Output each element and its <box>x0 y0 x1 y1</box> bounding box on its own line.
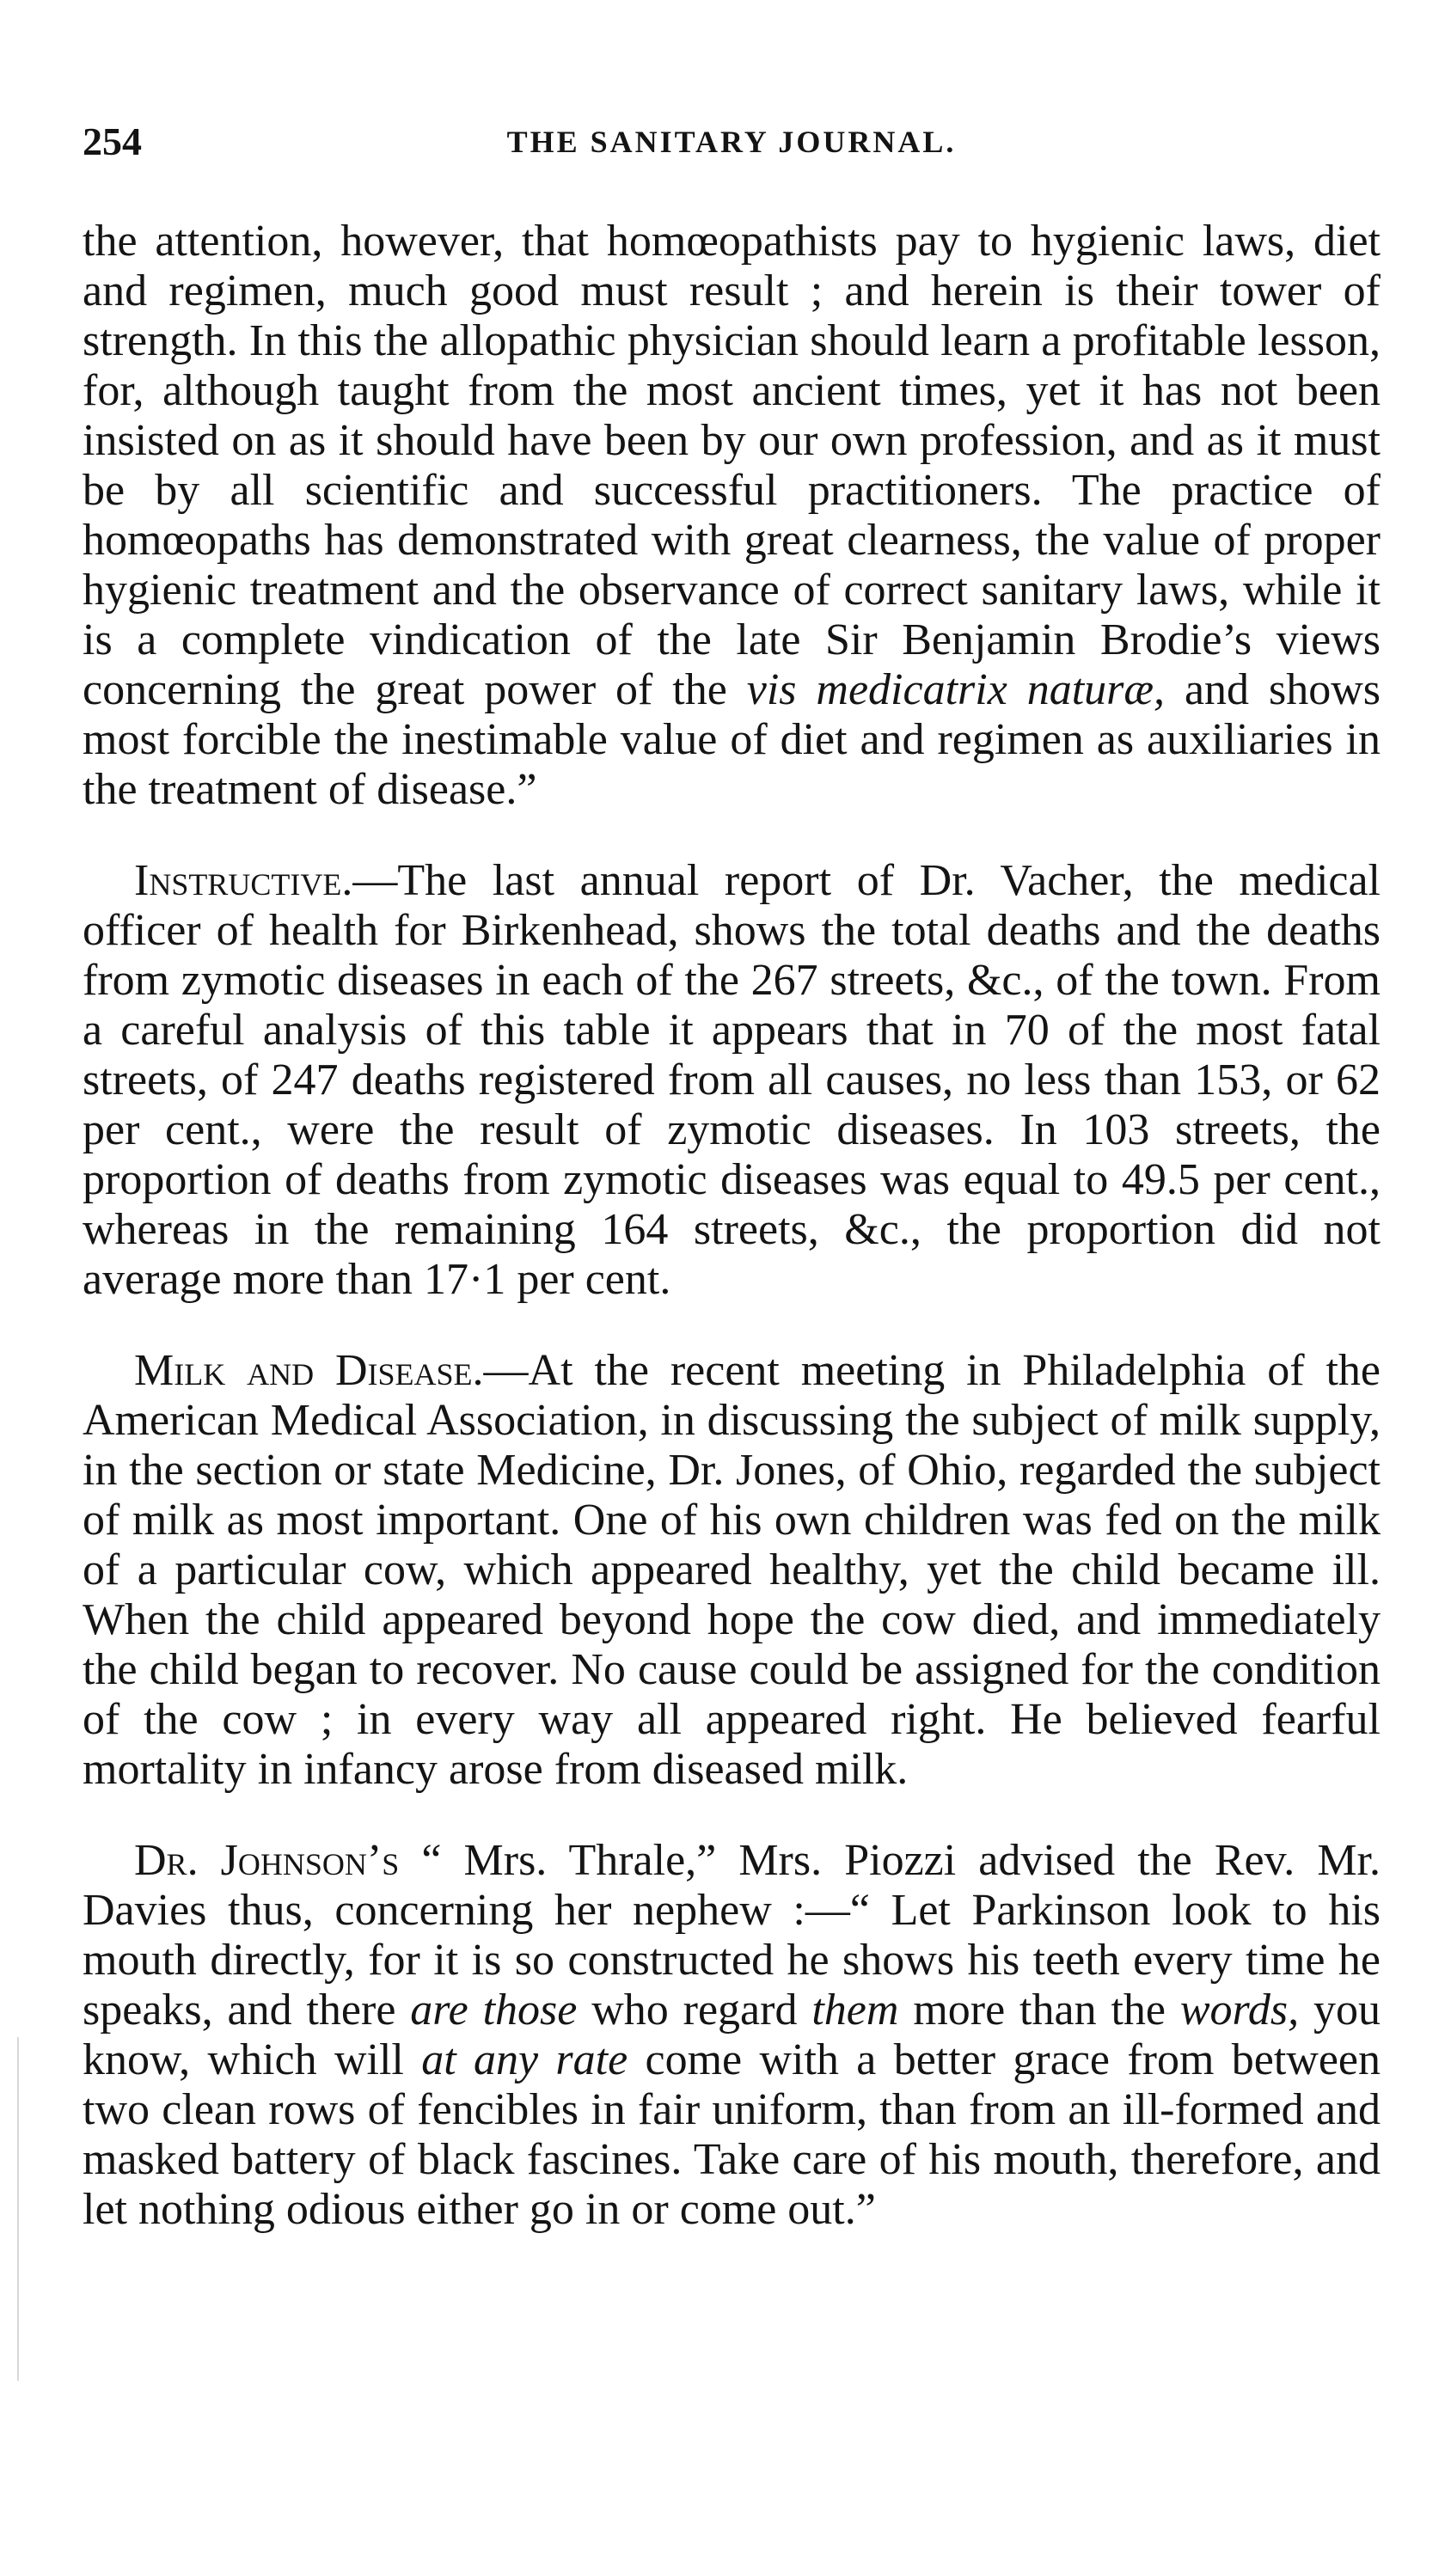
margin-line <box>17 2037 19 2381</box>
section-milk-and-disease <box>83 1346 1381 1795</box>
paragraph-text: the attention, however, that homœopathists pay to hygienic laws, diet and regimen, much good must result ; and herein is their tower of strength. In this the allopathic physician should learn a profitable lesson, for, although taught from the most ancient times, yet it has not been insisted on as it should have been by our own profession, and as it must be by all scientific and successful practitioners. The practice of homœopaths has demonstrated with great clearness, the value of proper hygienic treatment and the observance of correct sanitary laws, while it is a complete vindication of the late Sir Benjamin Brodie’s views concerning the great power of the <box>83 217 1381 714</box>
section-heading: Milk and Disease. <box>134 1346 484 1395</box>
section-heading: Dr. Johnson’s <box>134 1836 400 1885</box>
section-dr-johnson <box>83 1836 1381 2235</box>
section-body: you know, which will <box>83 1986 1381 2084</box>
page-header <box>83 112 1381 172</box>
section-body: more than the <box>898 1986 1180 2034</box>
paragraph-text: and shows most forcible the inestimable value of diet and regimen as auxiliaries in the treatment of disease.” <box>83 665 1381 814</box>
section-body: —At the recent meeting in Philadelphia of the American Medical Association, in discussing the subject of milk supply, in the section or state Medicine, Dr. Jones, of Ohio, regarded the subject of milk as most important. One of his own children was fed on the milk of a particular cow, which appeared healthy, yet the child became ill. When the child appeared beyond hope the cow died, and immediately the child began to recover. No cause could be assigned for the condition of the cow ; in every way all appeared right. He believed fearful mortality in infancy arose from diseased milk. <box>83 1346 1381 1794</box>
italic-phrase: are those <box>410 1986 578 2034</box>
section-heading: Instructive. <box>134 856 353 905</box>
italic-phrase: them <box>811 1986 899 2034</box>
paragraph-homoeopathy <box>83 217 1381 815</box>
section-body: who regard <box>577 1986 812 2034</box>
latin-phrase: vis medicatrix naturæ, <box>746 665 1166 714</box>
section-instructive <box>83 856 1381 1305</box>
page-number: 254 <box>83 119 142 163</box>
section-body: —The last annual report of Dr. Vacher, the medical officer of health for Birkenhead, shows the total deaths and the deaths from zymotic diseases in each of the 267 streets, &c., of the town. From a careful analysis of this table it appears that in 70 of the most fatal streets, of 247 deaths registered from all causes, no less than 153, or 62 per cent., were the result of zymotic diseases. In 103 streets, the proportion of deaths from zymotic diseases was equal to 49.5 per cent., whereas in the remaining 164 streets, &c., the proportion did not average more than 17·1 per cent. <box>83 856 1381 1304</box>
section-body: “ Mrs. Thrale,” Mrs. Piozzi advised the Rev. Mr. Davies thus, concerning her nephew :—“ Let Parkinson look to his mouth directly, for it is so constructed he shows his teeth every time he speaks, and there <box>83 1836 1381 2034</box>
section-body: come with a better grace from between two clean rows of fencibles in fair uniform, than from an ill-formed and masked battery of black fascines. Take care of his mouth, therefore, and let nothing odious either go in or come out.” <box>83 2035 1381 2234</box>
italic-phrase: words, <box>1179 1986 1300 2034</box>
journal-page <box>83 112 1381 2235</box>
italic-phrase: at any rate <box>421 2035 628 2084</box>
running-title: THE SANITARY JOURNAL. <box>506 125 957 159</box>
